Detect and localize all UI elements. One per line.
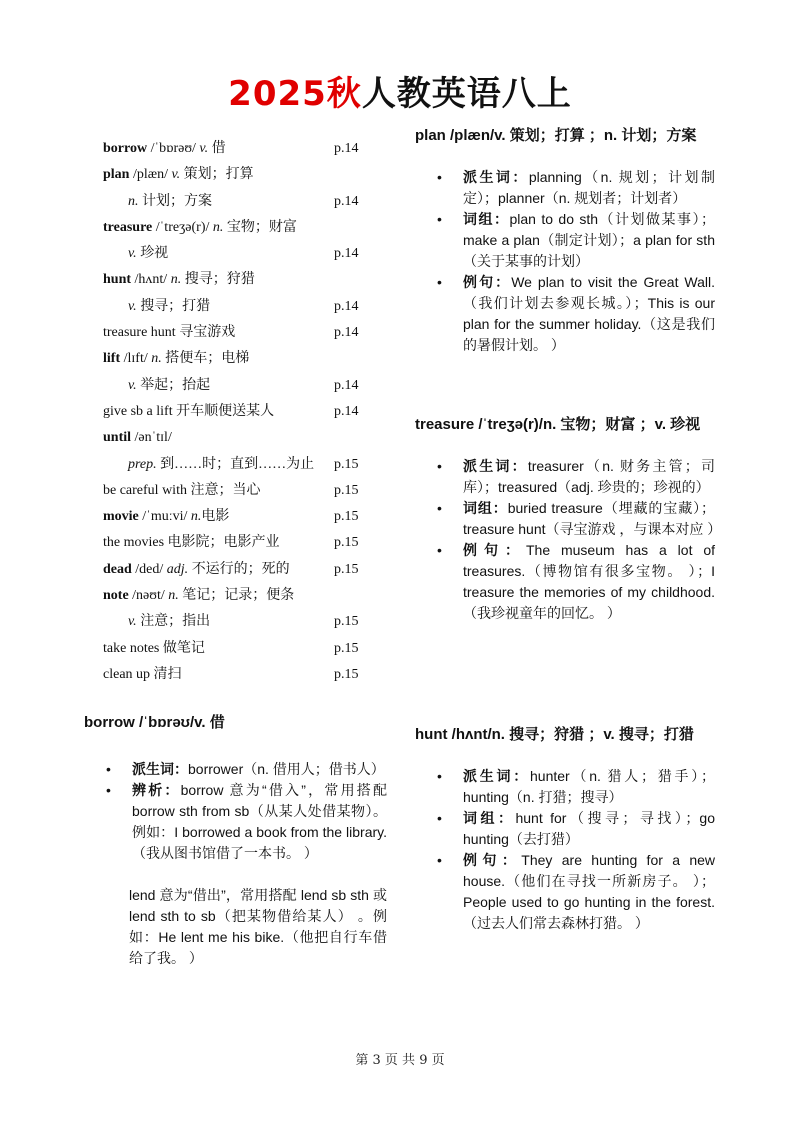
vocab-text: /nəʊt/ bbox=[128, 588, 169, 604]
vocab-entry bbox=[103, 167, 254, 182]
vocab-text: treasure hunt 寻宝游戏 bbox=[103, 325, 236, 341]
vocab-definition: 到……时；直到……为止 bbox=[156, 456, 315, 472]
list-item: • 词组：buried treasure（埋藏的宝藏）；treasure hunt（寻宝游戏 ，与课本对应 ） bbox=[415, 498, 715, 540]
vocab-pos: n. bbox=[170, 272, 182, 288]
vocab-definition: 搜寻；狩猎 bbox=[181, 272, 255, 288]
vocab-text: /ded/ bbox=[131, 561, 167, 577]
vocab-definition: 不运行的；死的 bbox=[188, 561, 290, 577]
vocab-text: /ˈtreʒə(r)/ bbox=[152, 219, 213, 235]
entry-plan bbox=[415, 121, 715, 356]
vocab-definition: 举起；抬起 bbox=[136, 377, 211, 393]
vocab-word: hunt bbox=[103, 272, 132, 288]
vocab-row bbox=[103, 530, 368, 556]
vocab-text: /ˈmuːvi/ bbox=[138, 509, 191, 525]
entry-heading: hunt /hʌnt/n. 搜寻；狩猎 ；v. 搜寻；打猎 bbox=[415, 726, 694, 743]
vocab-row bbox=[103, 478, 368, 504]
list-item: • 例句：The museum has a lot of treasures.（博物馆有很多宝物。 ）；I treasure the memories of my childhood.（我珍视童年的回忆。 ） bbox=[415, 540, 715, 624]
vocab-pos: n. bbox=[190, 509, 202, 525]
vocab-entry bbox=[103, 141, 226, 156]
list-item: • 派生词：hunter（n. 猎人；猎手）；hunting（n. 打猎；搜寻） bbox=[415, 766, 715, 808]
vocab-definition: 计划；方案 bbox=[138, 193, 212, 209]
list-item: • 派生词：planning（n. 规划；计划制定）；planner（n. 规划者；计划者） bbox=[415, 167, 715, 209]
vocab-pos: n. bbox=[212, 219, 224, 235]
entry-bullets bbox=[84, 759, 387, 864]
vocab-text: /ˈbɒrəʊ/ bbox=[147, 141, 200, 156]
vocab-definition: 借 bbox=[208, 141, 226, 156]
list-item: • 词组：hunt for（搜寻；寻找）；go hunting（去打猎） bbox=[415, 808, 715, 850]
list-item: • 派生词：treasurer（n. 财务主管；司库）；treasured（adj. 珍贵的；珍视的） bbox=[415, 456, 715, 498]
list-item: • 辨析：borrow 意为“借入”，常用搭配 borrow sth from sb（从某人处借某物）。例如：I borrowed a book from the library.（我从图书馆借了一本书。 ） bbox=[84, 780, 387, 864]
vocab-row bbox=[103, 452, 368, 478]
vocab-entry bbox=[103, 641, 205, 656]
vocab-row bbox=[103, 189, 368, 215]
vocab-pos: n. bbox=[128, 193, 139, 209]
vocab-page-ref: p.14 bbox=[334, 325, 359, 341]
vocab-row bbox=[103, 425, 368, 451]
entry-heading: borrow /ˈbɒrəʊ/v. 借 bbox=[84, 714, 225, 731]
vocab-entry bbox=[103, 272, 255, 287]
page-title bbox=[0, 66, 800, 115]
vocab-entry bbox=[103, 351, 249, 366]
vocab-word: treasure bbox=[103, 219, 153, 235]
vocab-entry bbox=[103, 220, 297, 235]
list-item: • 派生词：borrower（n. 借用人；借书人） bbox=[84, 759, 387, 780]
list-item: • 例句：They are hunting for a new house.（他们在寻找一所新房子。 ）；People used to go hunting in the forest.（过去人们常去森林打猎。 ） bbox=[415, 850, 715, 934]
vocab-pos: v. bbox=[199, 141, 209, 156]
vocab-text: give sb a lift 开车顺便送某人 bbox=[103, 403, 275, 419]
vocab-definition: 搜寻；打猎 bbox=[136, 298, 211, 314]
vocab-entry bbox=[103, 667, 182, 682]
vocab-entry bbox=[103, 194, 212, 209]
vocab-pos: adj. bbox=[166, 561, 189, 577]
vocab-definition: 宝物；财富 bbox=[223, 219, 297, 235]
entry-bullets bbox=[415, 456, 722, 624]
vocab-page-ref: p.15 bbox=[334, 456, 359, 472]
vocab-pos: v. bbox=[128, 614, 137, 630]
vocab-row bbox=[103, 504, 368, 530]
vocab-word: dead bbox=[103, 561, 132, 577]
vocab-page-ref: p.15 bbox=[334, 666, 359, 682]
entry-bullets bbox=[415, 766, 715, 934]
vocab-row bbox=[103, 557, 368, 583]
vocab-row bbox=[103, 583, 368, 609]
vocab-pos: v. bbox=[128, 298, 137, 314]
entry-paragraph-lend: lend 意为“借出”，常用搭配 lend sb sth 或 lend sth to sb（把某物借给某人） 。例如：He lent me his bike.（他把自行车借给了我。 ） bbox=[129, 887, 387, 966]
vocab-text: take notes 做笔记 bbox=[103, 640, 205, 656]
vocab-pos: v. bbox=[128, 246, 137, 262]
vocab-row bbox=[103, 636, 368, 662]
vocab-text: /plæn/ bbox=[129, 167, 172, 183]
vocab-entry bbox=[103, 299, 210, 314]
vocab-row bbox=[103, 373, 368, 399]
entry-borrow bbox=[84, 707, 387, 969]
vocab-page-ref: p.15 bbox=[334, 482, 359, 498]
vocab-row bbox=[103, 136, 368, 162]
page-footer: 第 3 页 共 9 页 bbox=[355, 1053, 445, 1068]
vocab-row bbox=[103, 215, 368, 241]
vocab-text: the movies 电影院；电影产业 bbox=[103, 535, 280, 551]
vocab-entry bbox=[103, 457, 314, 472]
vocab-entry bbox=[103, 246, 168, 261]
vocab-entry bbox=[103, 325, 235, 340]
vocab-text: be careful with 注意；当心 bbox=[103, 482, 261, 498]
vocab-word: note bbox=[103, 588, 129, 604]
vocab-word: movie bbox=[103, 509, 139, 525]
vocab-pos: v. bbox=[128, 377, 137, 393]
vocab-entry bbox=[103, 562, 290, 577]
entry-heading: plan /plæn/v. 策划；打算 ；n. 计划；方案 bbox=[415, 127, 697, 144]
vocab-page-ref: p.15 bbox=[334, 509, 359, 525]
vocab-page-ref: p.15 bbox=[334, 614, 359, 630]
vocab-word: borrow bbox=[103, 141, 148, 156]
vocab-page-ref: p.15 bbox=[334, 561, 359, 577]
vocab-pos: n. bbox=[168, 588, 179, 604]
vocab-text: /lɪft/ bbox=[120, 351, 152, 367]
vocabulary-list bbox=[103, 136, 368, 688]
vocab-page-ref: p.14 bbox=[334, 377, 359, 393]
vocab-entry bbox=[103, 430, 172, 445]
entry-heading: treasure /ˈtreʒə(r)/n. 宝物；财富 ；v. 珍视 bbox=[415, 416, 701, 433]
vocab-page-ref: p.14 bbox=[334, 141, 359, 156]
vocab-row bbox=[103, 662, 368, 688]
vocab-word: until bbox=[103, 430, 132, 446]
vocab-page-ref: p.14 bbox=[334, 193, 359, 209]
vocab-entry bbox=[103, 509, 229, 524]
vocab-pos: prep. bbox=[128, 456, 157, 472]
vocab-definition: 珍视 bbox=[136, 246, 169, 262]
vocab-entry bbox=[103, 614, 210, 629]
vocab-entry bbox=[103, 378, 210, 393]
vocab-text: /hʌnt/ bbox=[131, 272, 171, 288]
vocab-row bbox=[103, 609, 368, 635]
title-black-part: 人教英语八上 bbox=[361, 74, 572, 114]
list-item: • 词组：plan to do sth（计划做某事）；make a plan（制定计划）；a plan for sth（关于某事的计划） bbox=[415, 209, 715, 272]
vocab-page-ref: p.15 bbox=[334, 535, 359, 551]
vocab-word: lift bbox=[103, 351, 121, 367]
vocab-definition: 电影 bbox=[201, 509, 230, 525]
vocab-page-ref: p.14 bbox=[334, 246, 359, 262]
vocab-row bbox=[103, 162, 368, 188]
list-item: • 例句：We plan to visit the Great Wall.（我们计划去参观长城。）；This is our plan for the summer holiday.（这是我们的暑假计划。 ） bbox=[415, 272, 715, 356]
vocab-text: /ənˈtɪl/ bbox=[131, 430, 172, 446]
vocab-pos: v. bbox=[171, 167, 181, 183]
vocab-entry bbox=[103, 404, 274, 419]
vocab-entry bbox=[103, 535, 280, 550]
vocab-row bbox=[103, 399, 368, 425]
entry-hunt bbox=[415, 720, 715, 934]
vocab-entry bbox=[103, 483, 260, 498]
vocab-row bbox=[103, 294, 368, 320]
entry-bullets bbox=[415, 167, 715, 356]
vocab-row bbox=[103, 320, 368, 346]
vocab-page-ref: p.15 bbox=[334, 640, 359, 656]
vocab-page-ref: p.14 bbox=[334, 403, 359, 419]
vocab-row bbox=[103, 241, 368, 267]
vocab-definition: 策划；打算 bbox=[180, 167, 254, 183]
title-red-part: 2025秋 bbox=[228, 74, 362, 114]
vocab-pos: n. bbox=[151, 351, 162, 367]
vocab-definition: 搭便车；电梯 bbox=[161, 351, 250, 367]
vocab-definition: 注意；指出 bbox=[136, 614, 211, 630]
vocab-entry bbox=[103, 588, 294, 603]
vocab-row bbox=[103, 346, 368, 372]
vocab-word: plan bbox=[103, 167, 130, 183]
vocab-text: clean up 清扫 bbox=[103, 666, 182, 682]
entry-treasure bbox=[415, 410, 722, 624]
vocab-page-ref: p.14 bbox=[334, 298, 359, 314]
vocab-definition: 笔记；记录；便条 bbox=[178, 588, 295, 604]
vocab-row bbox=[103, 267, 368, 293]
